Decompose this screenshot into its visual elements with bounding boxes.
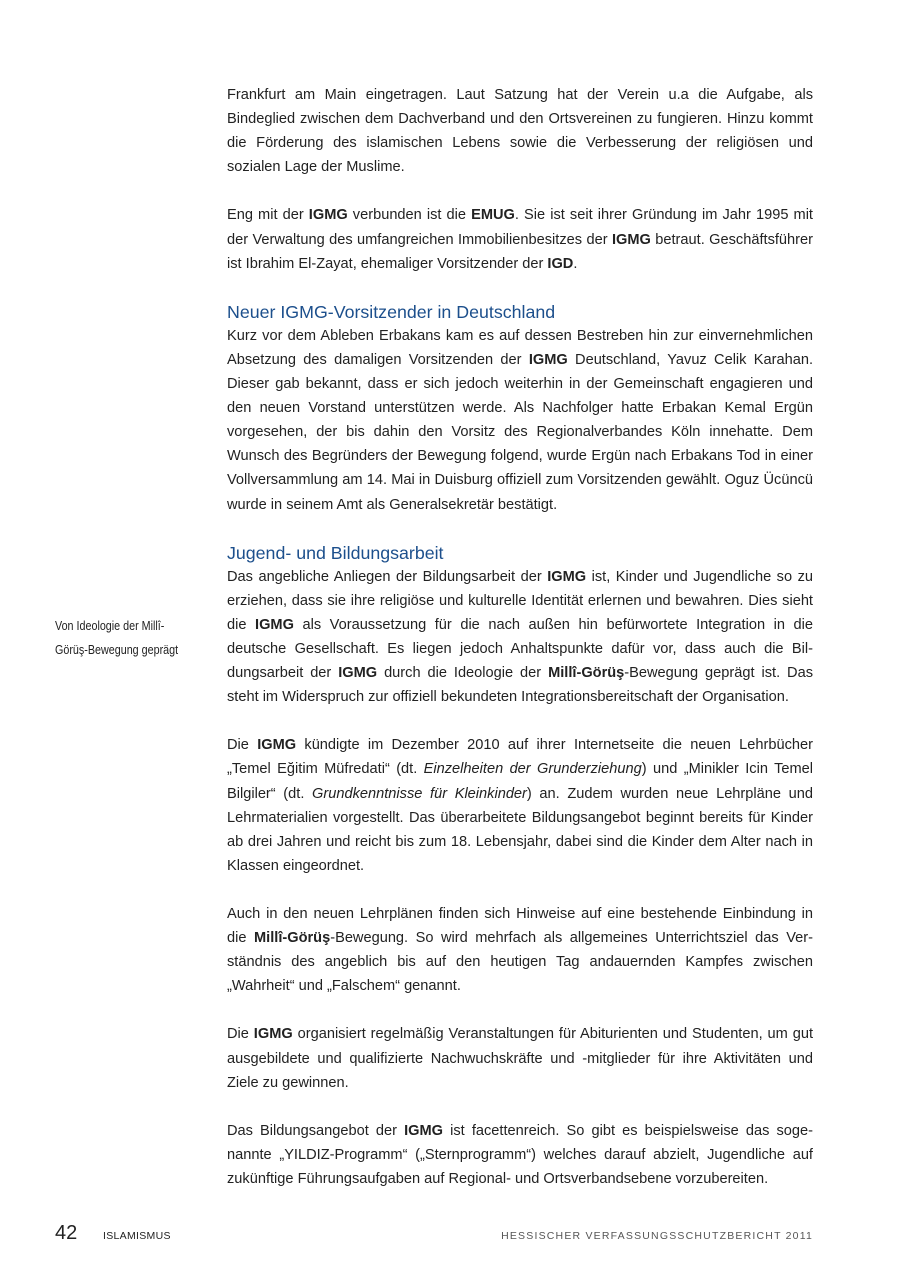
body-paragraph: Eng mit der IGMG verbunden ist die EMUG. Sie ist seit ihrer Gründung im Jahr 1995 mit der Verwaltung des umfangreichen Immobilienbesitzes der IGMG betraut. Geschäftsführer ist Ibrahim El-Zayat, ehemaliger Vorsitzender der IGD. xyxy=(227,207,813,272)
body-paragraph: Auch in den neuen Lehrplänen finden sich Hinweise auf eine bestehende Einbindung in die Millî-Görüş-Bewegung. So wird mehrfach als allgemeines Unterrichtsziel das Verständnis des angeblich bis auf den heutigen Tag andauernden Kampfes zwischen „Wahrheit“ und „Falschem“ genannt. xyxy=(227,906,813,995)
body-paragraph: Frankfurt am Main eingetragen. Laut Satzung hat der Verein u.a die Aufgabe, als Bindeglied zwischen dem Dachverband und den Ortsvereinen zu fungieren. Hinzu kommt die Förderung des islamischen Lebens sowie die Verbesserung der religiösen und sozialen Lage der Muslime. xyxy=(227,87,813,176)
section-heading: Jugend- und Bildungsarbeit xyxy=(227,542,444,563)
section-heading: Neuer IGMG-Vorsitzender in Deutschland xyxy=(227,301,556,322)
body-paragraph: Die IGMG organisiert regelmäßig Veranstaltungen für Abiturienten und Studenten, um gut ausgebildete und qualifizierte Nachwuchskräfte und -mitglieder für ihre Aktivitäten und Ziele zu gewinnen. xyxy=(227,1026,813,1091)
body-paragraph: Das Bildungsangebot der IGMG ist facettenreich. So gibt es beispielsweise das sogenannte „YILDIZ-Programm“ („Sternprogramm“) welches darauf abzielt, Jugendliche auf zukünftige Führungsaufgaben auf Regional- und Ortsverbandsebene vorzubereiten. xyxy=(227,1122,813,1188)
section-label: ISLAMISMUS xyxy=(103,1230,171,1242)
page-number: 42 xyxy=(55,1222,78,1244)
margin-note: Von Ideologie der Millî-Görüş-Bewegung geprägt xyxy=(55,619,179,657)
body-paragraph: Die IGMG kündigte im Dezember 2010 auf ihrer Internetseite die neuen Lehrbücher „Temel Eğitim Müfredati“ (dt. Einzelheiten der Grunderziehung) und „Minikler Icin Temel Bilgiler“ (dt. Grundkenntnisse für Kleinkinder) an. Zudem wurden neue Lehrpläne und Lehrmaterialien vorgestellt. Das überarbeitete Bildungsangebot beginnt bereits für Kinder ab drei Jahren und reicht bis zum 18. Lebensjahr, dabei sind die Kinder dem Alter nach in Klassen eingeordnet. xyxy=(227,737,813,874)
publication-title: HESSISCHER VERFASSUNGSSCHUTZBERICHT 2011 xyxy=(501,1230,813,1242)
main-text-column xyxy=(227,83,813,1215)
body-paragraph: Kurz vor dem Ableben Erbakans kam es auf dessen Bestreben hin zur einvernehmlichen Absetzung des damaligen Vorsitzenden der IGMG Deutschland, Yavuz Celik Karahan. Dieser gab bekannt, dass er sich jedoch weiterhin in der Gemeinschaft engagieren und den neuen Vorstand unterstützen werde. Als Nachfolger hatte Erbakan Kemal Ergün vorgesehen, der bis dahin den Vorsitz des Regionalverbandes Köln innehatte. Dem Wunsch des Begründers der Bewegung folgend, wurde Ergün nach Erbakans Tod in einer Vollversammlung am 14. Mai in Duisburg offiziell zum Vorsitzenden gewählt. Oguz Ücüncü wurde in seinem Amt als Generalsekretär bestätigt. xyxy=(227,327,814,513)
body-paragraph: Das angebliche Anliegen der Bildungsarbeit der IGMG ist, Kinder und Jugendliche so zu erziehen, dass sie ihre religiöse und kulturelle Identität erlernen und bewahren. Dies sieht die IGMG als Voraussetzung für die nach außen hin befürwortete Integration in die deutsche Gesellschaft. Es liegen jedoch Anhaltspunkte dafür vor, dass auch die Bildungsarbeit der IGMG durch die Ideologie der Millî-Görüş-Bewegung geprägt ist. Das steht im Widerspruch zur offiziell bekundeten Integrationsbereitschaft der Organisation. xyxy=(227,568,814,706)
